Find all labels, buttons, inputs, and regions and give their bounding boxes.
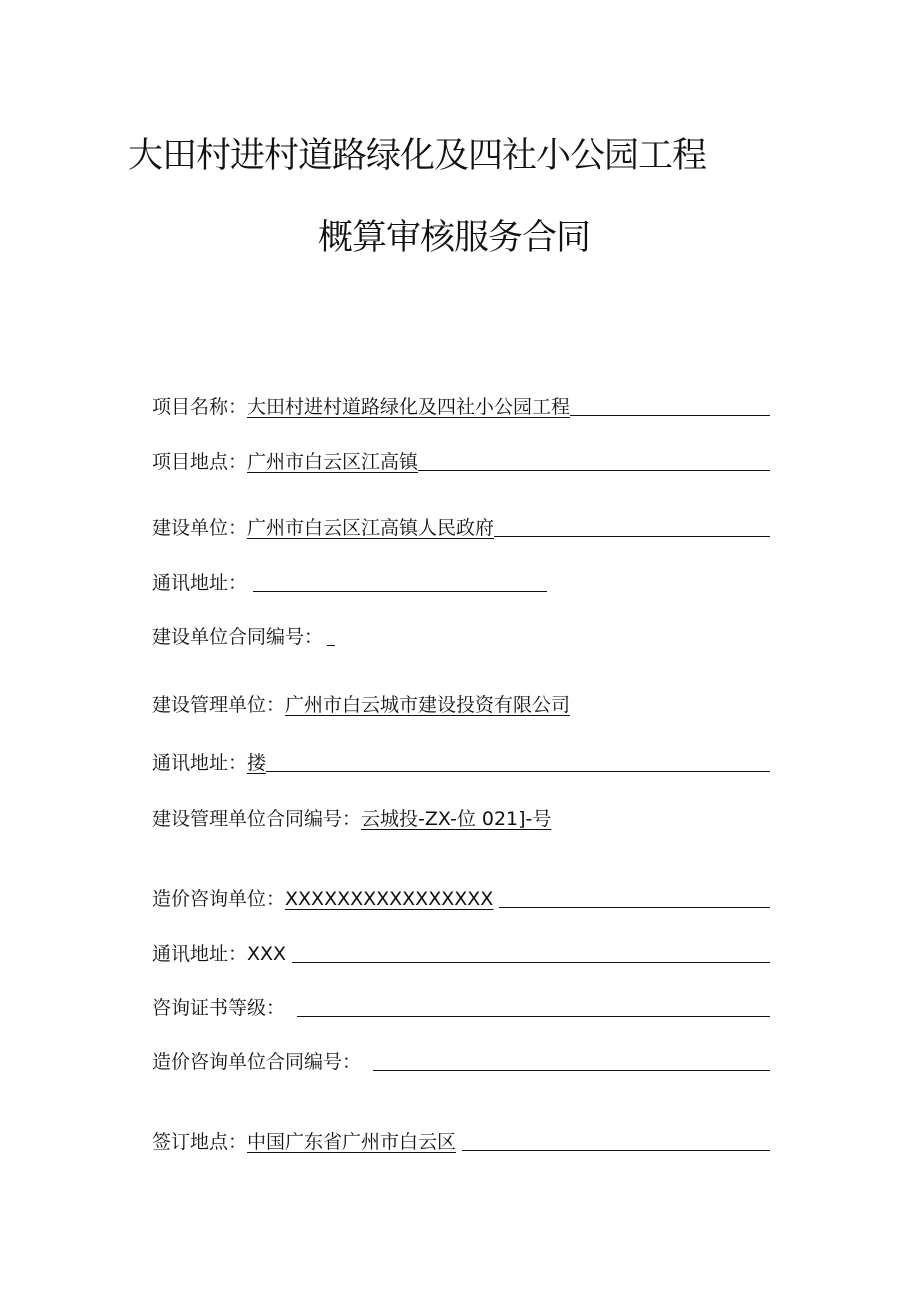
field-value: 广州市白云城市建设投资有限公司 [285,694,571,716]
field-label: 通讯地址： [152,752,248,774]
field-label: 通讯地址： [152,943,248,965]
field-label: 造价咨询单位： [152,888,286,910]
fill-line [253,591,547,592]
field-project-name [152,394,770,420]
field-label: 咨询证书等级： [152,997,286,1019]
field-label: 通讯地址： [152,572,248,594]
field-label: 建设单位： [152,517,248,539]
field-value: XXX [247,943,287,965]
contract-title-line2: 概算审核服务合同 [318,218,591,258]
fill-line [494,536,770,537]
fill-line [266,771,770,772]
field-construction-unit-address [152,570,770,596]
field-consulting-certificate-grade [152,995,770,1021]
fill-line [570,415,770,416]
field-management-unit-contract-no [152,806,770,832]
field-consulting-unit [152,886,770,912]
field-value: 广州市白云区江高镇 [247,451,419,473]
fill-line [292,962,770,963]
fill-line [418,470,770,471]
field-label: 签订地点： [152,1131,248,1153]
fill-line [499,907,770,908]
field-label: 造价咨询单位合同编号： [152,1051,362,1073]
field-value: 云城投-ZX-位 021]-号 [361,808,552,830]
field-project-location [152,449,770,475]
field-management-unit-address [152,750,770,776]
fill-line [297,1016,770,1017]
field-consulting-unit-contract-no [152,1049,770,1075]
field-label: 建设单位合同编号： [152,626,324,648]
field-value: 搂 [247,752,267,774]
field-value: 大田村进村道路绿化及四社小公园工程 [247,396,571,418]
fill-line [373,1070,770,1071]
contract-title-line1: 大田村进村道路绿化及四社小公园工程 [128,136,707,176]
field-signing-place [152,1129,770,1155]
field-label: 项目名称： [152,396,248,418]
field-value: 中国广东省广州市白云区 [247,1131,457,1153]
field-construction-unit-contract-no [152,624,770,650]
field-management-unit [152,692,770,718]
field-label: 建设管理单位： [152,694,286,716]
field-value: 广州市白云区江高镇人民政府 [247,517,495,539]
field-value: XXXXXXXXXXXXXXXX [285,888,494,910]
field-label: 建设管理单位合同编号： [152,808,362,830]
field-label: 项目地点： [152,451,248,473]
fill-line [327,645,335,646]
field-construction-unit [152,515,770,541]
fill-line [462,1150,770,1151]
field-consulting-unit-address [152,941,770,967]
